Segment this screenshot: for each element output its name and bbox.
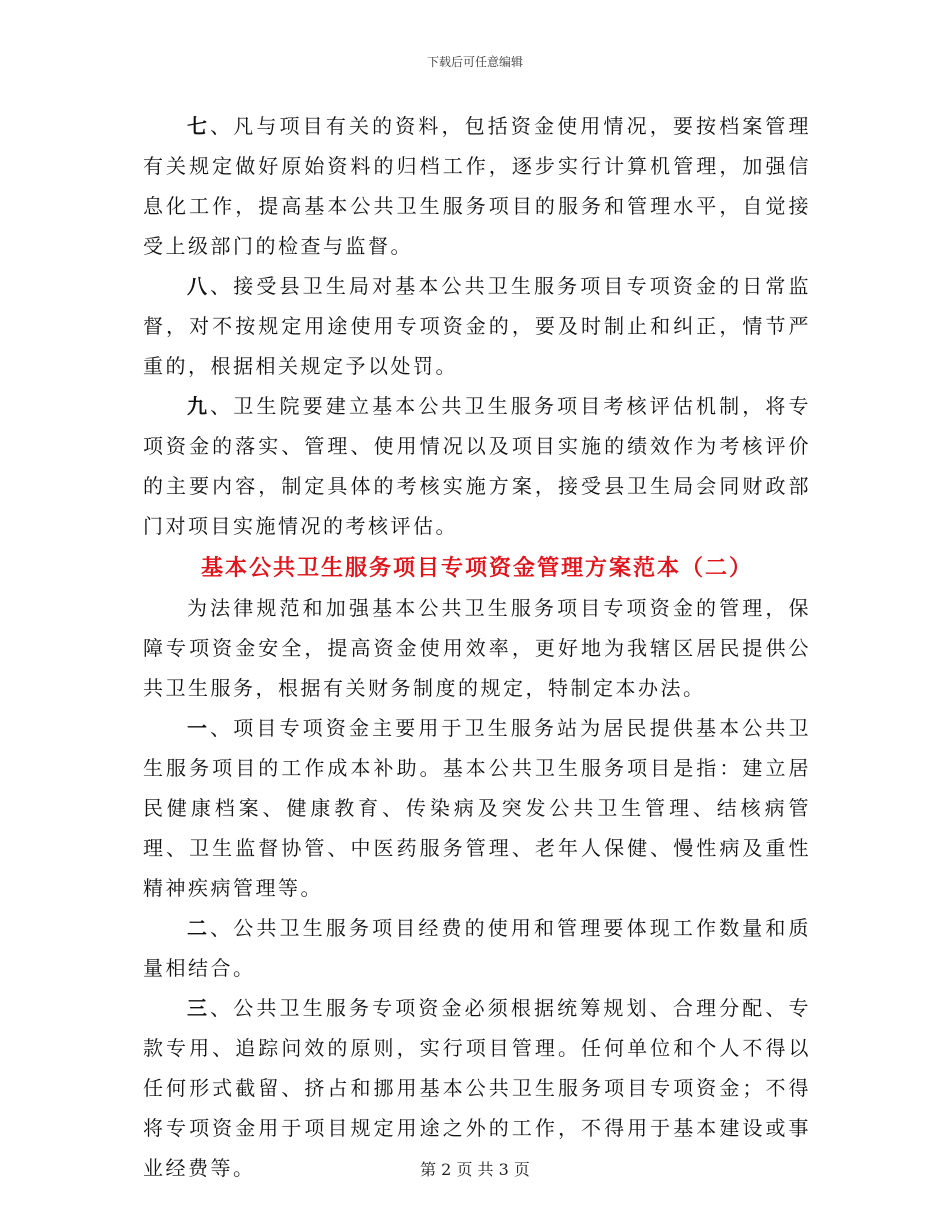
paragraph-text: 、项目专项资金主要用于卫生服务站为居民提供基本公共卫生服务项目的工作成本补助。基本公共卫生服务项目是指：建立居民健康档案、健康教育、传染病及突发公共卫生管理、结核病管理、卫生监督协管、中医药服务管理、老年人保健、慢性病及重性精神疾病管理等。 <box>143 716 812 900</box>
paragraph-7 <box>143 106 811 266</box>
paragraph-text: 、卫生院要建立基本公共卫生服务项目考核评估机制，将专项资金的落实、管理、使用情况以及项目实施的绩效作为考核评价的主要内容，制定具体的考核实施方案，接受县卫生局会同财政部门对项目实施情况的考核评估。 <box>143 394 812 538</box>
paragraph-text: 、公共卫生服务专项资金必须根据统筹规划、合理分配、专款专用、追踪问效的原则，实行项目管理。任何单位和个人不得以任何形式截留、挤占和挪用基本公共卫生服务项目专项资金；不得将专项资金用于项目规定用途之外的工作，不得用于基本建设或事业经费等。 <box>143 996 812 1180</box>
paragraph-2 <box>143 908 811 988</box>
paragraph-1 <box>143 708 811 908</box>
paragraph-text: 、接受县卫生局对基本公共卫生服务项目专项资金的日常监督，对不按规定用途使用专项资金的，要及时制止和纠正，情节严重的，根据相关规定予以处罚。 <box>143 274 812 378</box>
paragraph-8 <box>143 266 811 386</box>
paragraph-9 <box>143 386 811 546</box>
item-number: 九 <box>187 394 211 418</box>
item-number: 一 <box>187 716 211 740</box>
paragraph-text: 为法律规范和加强基本公共卫生服务项目专项资金的管理，保障专项资金安全，提高资金使用效率，更好地为我辖区居民提供公共卫生服务，根据有关财务制度的规定，特制定本办法。 <box>143 596 811 700</box>
section-title: 基本公共卫生服务项目专项资金管理方案范本（二） <box>200 555 753 581</box>
paragraph-text: 、凡与项目有关的资料，包括资金使用情况，要按档案管理有关规定做好原始资料的归档工作，逐步实行计算机管理，加强信息化工作，提高基本公共卫生服务项目的服务和管理水平，自觉接受上级部门的检查与监督。 <box>143 114 812 258</box>
item-number: 八 <box>187 274 211 298</box>
intro-paragraph <box>143 588 811 708</box>
item-number: 二 <box>187 916 211 940</box>
page-footer: 第 2 页 共 3 页 <box>420 1160 530 1179</box>
paragraph-text: 、公共卫生服务项目经费的使用和管理要体现工作数量和质量相结合。 <box>143 916 812 980</box>
document-body <box>143 106 811 1188</box>
item-number: 七 <box>187 114 211 138</box>
item-number: 三 <box>187 996 211 1020</box>
page-header: 下载后可任意编辑 <box>426 55 523 69</box>
